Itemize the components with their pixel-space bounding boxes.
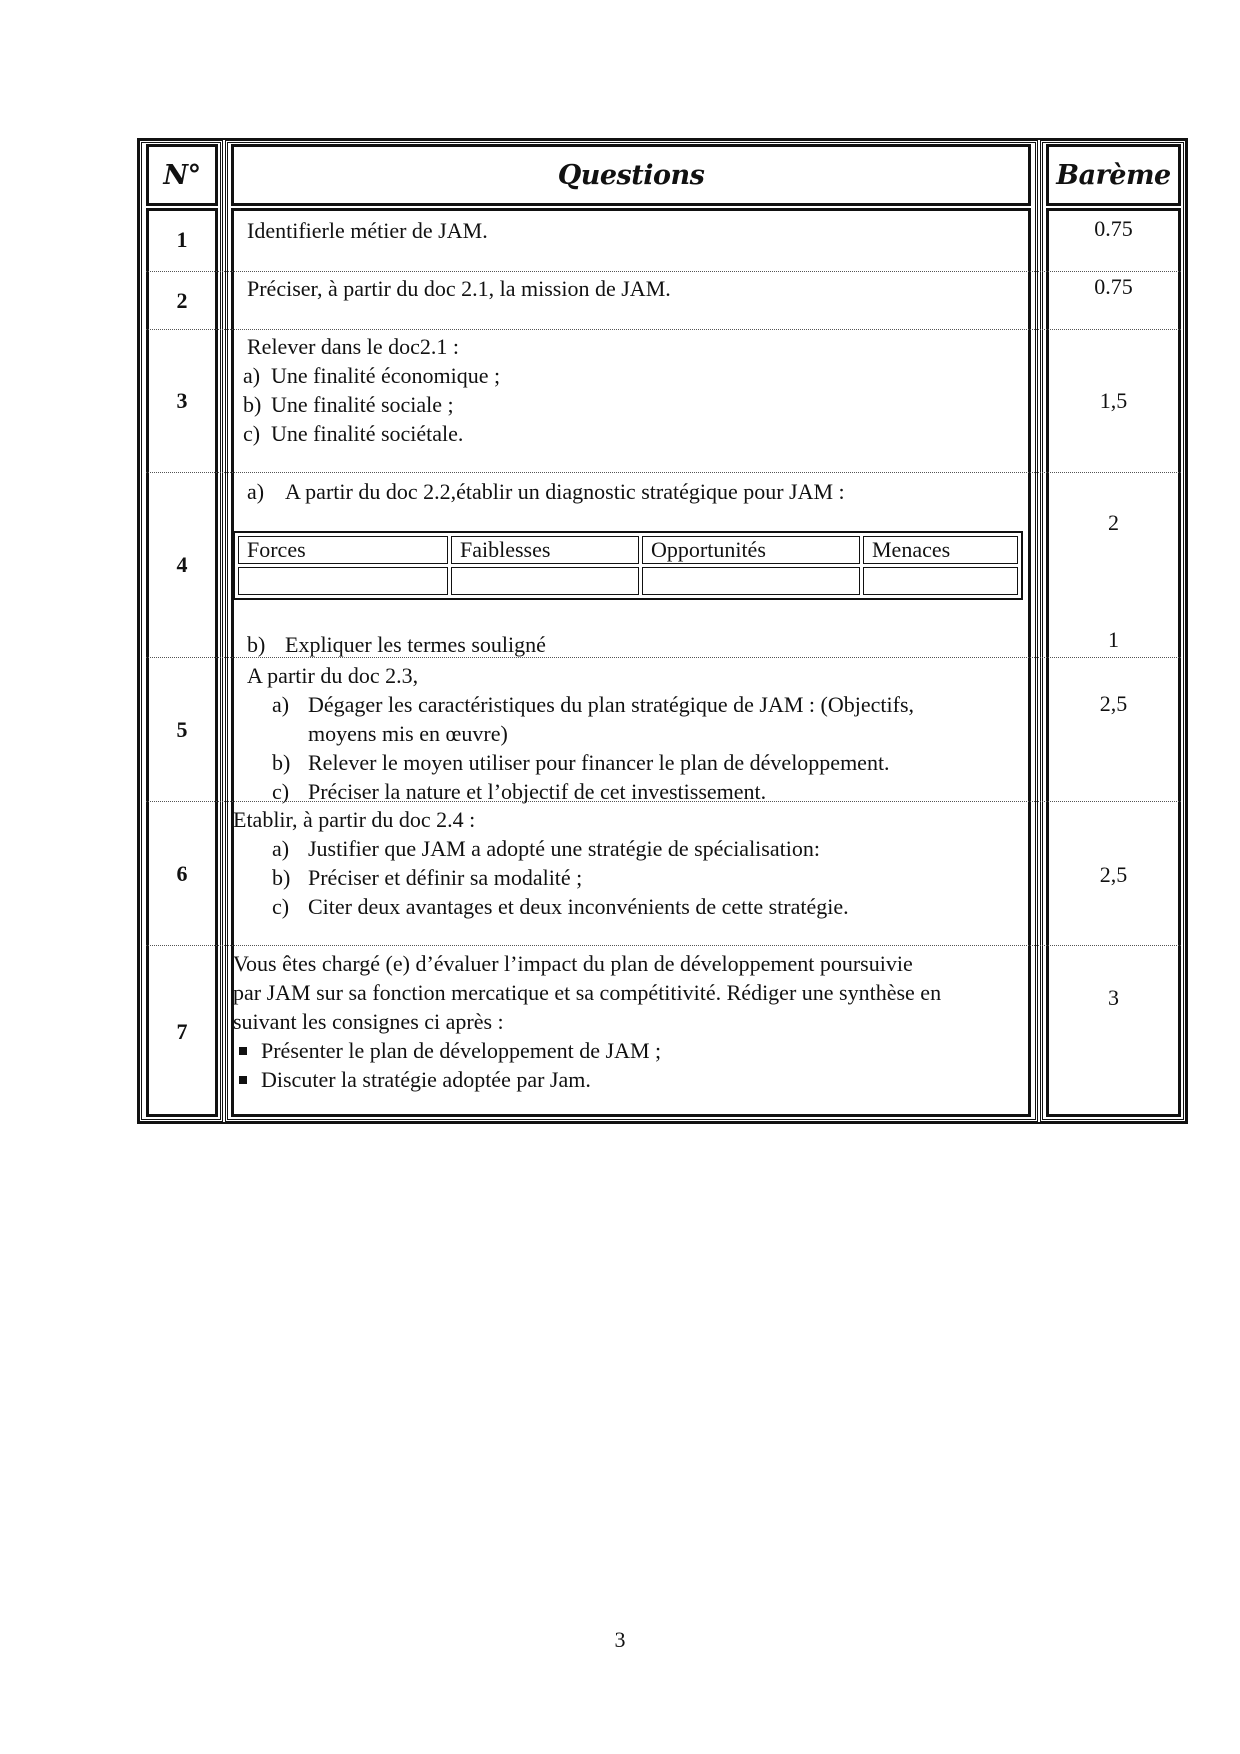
swot-table: [233, 531, 1023, 600]
question-intro: A partir du doc 2.3,: [247, 663, 419, 688]
question-7: [233, 949, 941, 1094]
list-item: a) Dégager les caractéristiques du plan stratégique de JAM : (Objectifs,: [272, 692, 915, 717]
row-number: 7: [176, 1019, 188, 1044]
row-separator: [146, 945, 1181, 946]
question-4b: b) Expliquer les termes souligné: [247, 632, 546, 657]
paragraph-line: suivant les consignes ci après :: [233, 1009, 504, 1034]
swot-header: Faiblesses: [451, 536, 639, 564]
list-item: c) Préciser la nature et l’objectif de cet investissement.: [272, 779, 767, 804]
paragraph-line: par JAM sur sa fonction mercatique et sa compétitivité. Rédiger une synthèse en: [233, 980, 942, 1005]
row-number: 6: [176, 861, 188, 886]
list-item: c) Une finalité sociétale.: [243, 421, 464, 446]
row-number: 4: [176, 552, 188, 577]
row-number: 3: [176, 388, 188, 413]
swot-cell[interactable]: [238, 567, 448, 595]
row-separator: [146, 472, 1181, 473]
row-number: 1: [176, 227, 188, 252]
points: 2: [1108, 510, 1119, 535]
question-text: Préciser, à partir du doc 2.1, la mission de JAM.: [247, 276, 671, 301]
question-intro: Relever dans le doc2.1 :: [247, 334, 459, 359]
list-item: b) Relever le moyen utiliser pour financer le plan de développement.: [272, 750, 890, 775]
question-5: [247, 661, 914, 806]
points: 0.75: [1094, 274, 1133, 299]
points: 0.75: [1094, 216, 1133, 241]
points: 3: [1108, 985, 1119, 1010]
list-item: b) Une finalité sociale ;: [243, 392, 454, 417]
header-bareme: Barème: [1046, 144, 1181, 206]
swot-header: Forces: [238, 536, 448, 564]
question-6: [233, 805, 849, 921]
swot-cell[interactable]: [642, 567, 860, 595]
body-number-col: [146, 208, 218, 1117]
list-item: a) Une finalité économique ;: [243, 363, 501, 388]
points: 1: [1108, 627, 1119, 652]
swot-header: Opportunités: [642, 536, 860, 564]
points: 2,5: [1099, 691, 1128, 716]
list-item-continuation: moyens mis en œuvre): [308, 721, 508, 746]
list-item: c) Citer deux avantages et deux inconvénients de cette stratégie.: [272, 894, 849, 919]
question-4a: a) A partir du doc 2.2,établir un diagnostic stratégique pour JAM :: [247, 479, 845, 504]
body-bareme-col: [1046, 208, 1181, 1117]
points: 1,5: [1099, 388, 1128, 413]
row-number: 2: [176, 288, 188, 313]
swot-cell[interactable]: [863, 567, 1018, 595]
bullet-item: Discuter la stratégie adoptée par Jam.: [233, 1065, 941, 1094]
paragraph-line: Vous êtes chargé (e) d’évaluer l’impact du plan de développement poursuivie: [233, 951, 913, 976]
points: 2,5: [1099, 862, 1128, 887]
page-number: 3: [614, 1627, 626, 1652]
swot-header: Menaces: [863, 536, 1018, 564]
header-questions: Questions: [231, 144, 1031, 206]
row-separator: [146, 329, 1181, 330]
row-number: 5: [176, 717, 188, 742]
list-item: b) Préciser et définir sa modalité ;: [272, 865, 583, 890]
question-text: Identifierle métier de JAM.: [247, 218, 488, 243]
bullet-item: Présenter le plan de développement de JAM ;: [233, 1036, 941, 1065]
list-item: a) Justifier que JAM a adopté une stratégie de spécialisation:: [272, 836, 820, 861]
square-bullet-icon: [239, 1076, 247, 1084]
question-intro: Etablir, à partir du doc 2.4 :: [233, 807, 476, 832]
swot-cell[interactable]: [451, 567, 639, 595]
square-bullet-icon: [239, 1047, 247, 1055]
row-separator: [146, 271, 1181, 272]
header-number: N°: [146, 144, 218, 206]
question-3: [243, 332, 500, 448]
